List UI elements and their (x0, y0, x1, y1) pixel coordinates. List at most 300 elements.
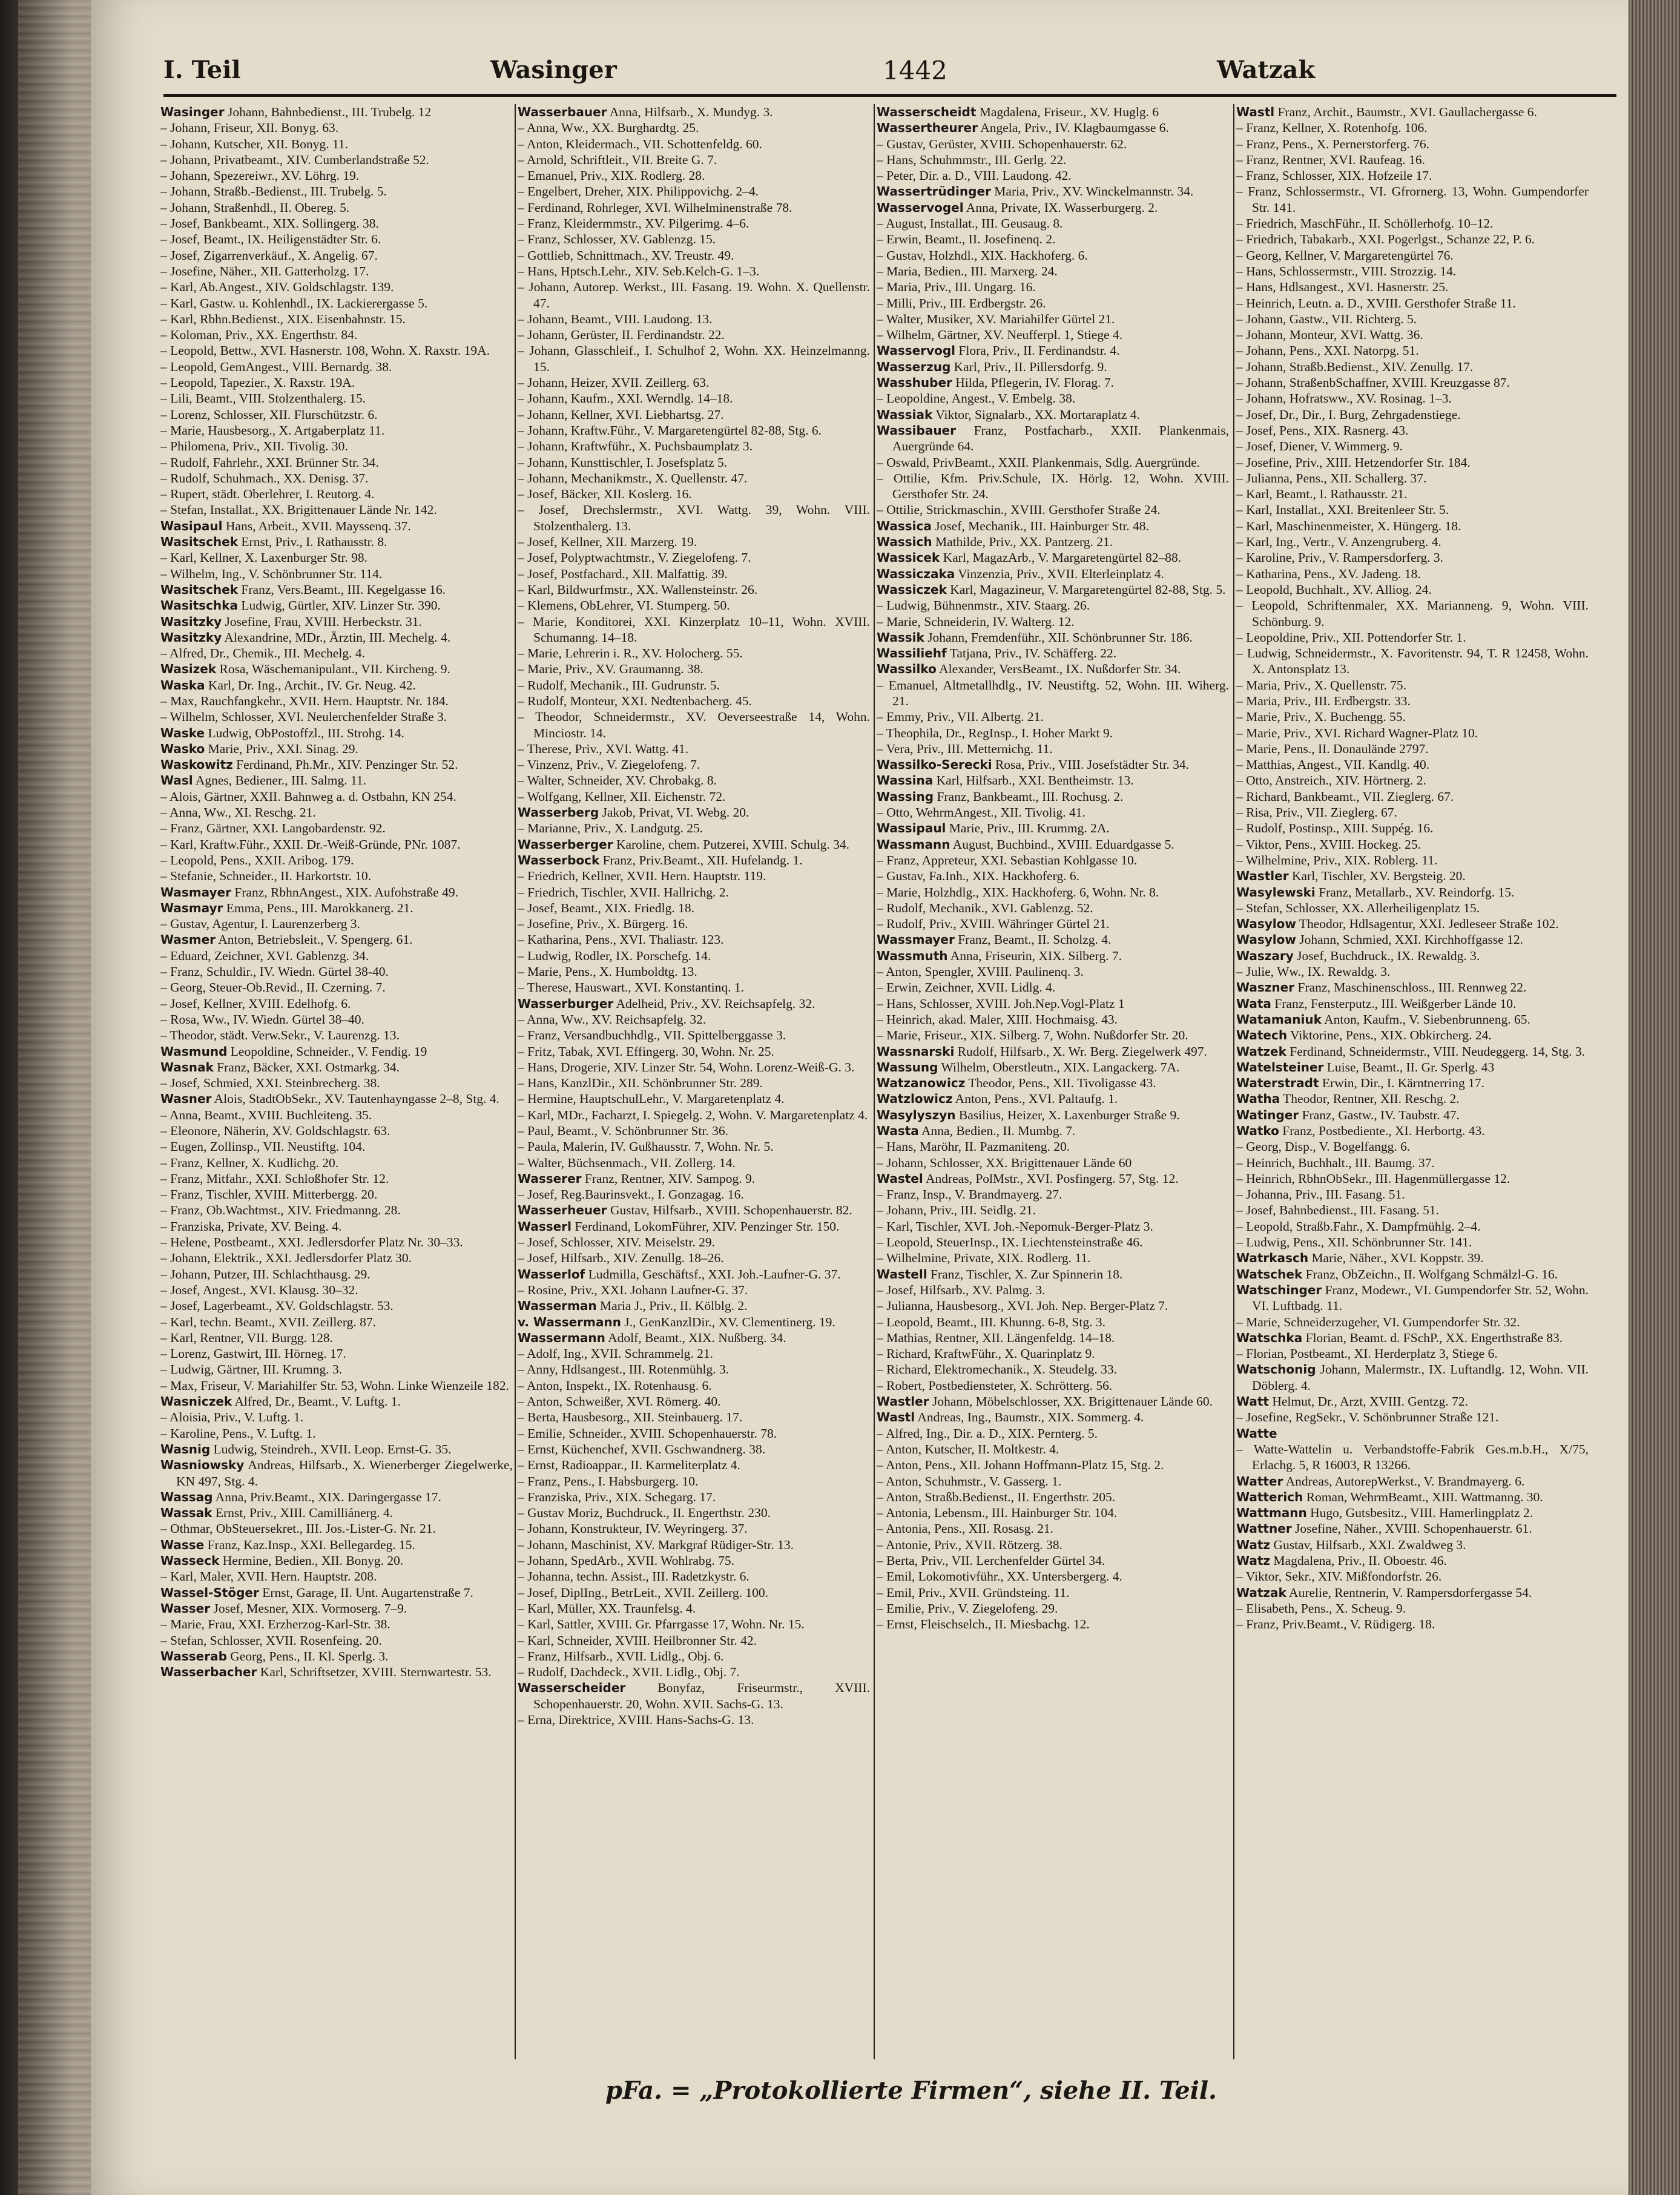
directory-entry (1236, 390, 1589, 406)
entry-details: – Gustav, Holzhdl., XIX. Hackhoferg. 6. (877, 248, 1088, 263)
entry-details: – Florian, Postbeamt., XI. Herderplatz 3, Stiege 6. (1236, 1346, 1498, 1361)
entry-details: – Ferdinand, Rohrleger, XVI. Wilhelminenstraße 78. (518, 200, 792, 215)
directory-entry (518, 1234, 870, 1250)
entry-details: – Johann, Maschinist, XV. Markgraf Rüdiger-Str. 13. (518, 1537, 794, 1552)
entry-details: – Wilhelm, Schlosser, XVI. Neulerchenfelder Straße 3. (160, 709, 447, 725)
directory-entry (160, 343, 513, 358)
directory-entry (518, 1489, 870, 1505)
directory-entry (160, 1394, 513, 1409)
directory-entry (877, 120, 1229, 136)
entry-details: – Marie, Priv., XV. Graumanng. 38. (518, 662, 703, 677)
entry-surname: Wasylyszyn (877, 1107, 956, 1122)
entry-details: Johann, Bahnbedienst., III. Trubelg. 12 (227, 105, 432, 119)
entry-details: – Theophila, Dr., RegInsp., I. Hoher Markt 9. (877, 725, 1113, 740)
directory-entry (877, 390, 1229, 406)
entry-details: – Josefine, RegSekr., V. Schönbrunner Straße 121. (1236, 1410, 1499, 1425)
directory-entry (518, 1139, 870, 1154)
directory-entry (1236, 582, 1589, 597)
directory-entry (1236, 757, 1589, 772)
entry-details: – Emilie, Schneider., XVIII. Schopenhauerstr. 78. (518, 1426, 777, 1441)
entry-details: – Helene, Postbeamt., XXI. Jedlersdorfer Platz Nr. 30–33. (160, 1235, 463, 1250)
entry-details: – Franz, Insp., V. Brandmayerg. 27. (877, 1187, 1062, 1202)
directory-entry (877, 1044, 1229, 1059)
entry-surname: Wassibauer (877, 423, 956, 438)
entry-details: – Gustav, Fa.Inh., XIX. Hackhoferg. 6. (877, 869, 1079, 884)
entry-details: Franz, Postbediente., XI. Herbortg. 43. (1282, 1124, 1485, 1138)
entry-details: – Johann, Beamt., VIII. Laudong. 13. (518, 311, 713, 326)
directory-entry (877, 1521, 1229, 1536)
entry-details: Erwin, Dir., I. Kärntnerring 17. (1322, 1076, 1485, 1091)
entry-details: – Eugen, Zollinsp., VII. Neustiftg. 104. (160, 1139, 366, 1154)
directory-entry (160, 948, 513, 964)
directory-entry (1236, 693, 1589, 709)
directory-entry (518, 1473, 870, 1489)
directory-entry (160, 1123, 513, 1139)
entry-surname: Watter (1236, 1473, 1283, 1489)
directory-entry (160, 1330, 513, 1346)
entry-details: – Hans, Hdlsangest., XVI. Hasnerstr. 25. (1236, 280, 1449, 295)
entry-details: – Julianna, Hausbesorg., XVI. Joh. Nep. Berger-Platz 7. (877, 1298, 1168, 1314)
directory-entry (1236, 1505, 1589, 1521)
directory-entry (518, 1664, 870, 1680)
entry-details: – Gustav, Gerüster, XVIII. Schopenhauerstr. 62. (877, 136, 1127, 151)
entry-details: – Ottilie, Kfm. Priv.Schule, IX. Hörlg. 12, Wohn. XVIII. Gersthofer Str. 24. (877, 470, 1229, 502)
directory-entry (877, 1234, 1229, 1250)
entry-surname: Wasserburger (518, 996, 614, 1011)
entry-details: – Peter, Dir. a. D., VIII. Laudong. 42. (877, 168, 1072, 183)
entry-details: – Josef, Bäcker, XII. Koslerg. 16. (518, 487, 692, 502)
entry-surname: Watrkasch (1236, 1251, 1309, 1266)
directory-entry (877, 916, 1229, 932)
directory-entry (1236, 1171, 1589, 1186)
entry-surname: Waske (160, 725, 205, 740)
entry-details: – Josef, Diener, V. Wimmerg. 9. (1236, 439, 1403, 454)
entry-details: – Paula, Malerin, IV. Gußhausstr. 7, Wohn. Nr. 5. (518, 1139, 774, 1154)
entry-details: Hugo, Gutsbesitz., VIII. Hamerlingplatz 2. (1310, 1506, 1533, 1521)
entry-details: Johann, Schmied, XXI. Kirchhoffgasse 12. (1299, 932, 1524, 947)
entry-details: J., GenKanzlDir., XV. Clementinerg. 19. (624, 1314, 835, 1329)
entry-surname: Waskowitz (160, 757, 233, 772)
entry-details: – Anton, Pens., XII. Johann Hoffmann-Platz 15, Stg. 2. (877, 1458, 1164, 1473)
directory-entry (877, 948, 1229, 964)
entry-surname: Watte (1236, 1426, 1277, 1441)
directory-entry (160, 1027, 513, 1043)
entry-details: Magdalena, Friseur., XV. Huglg. 6 (979, 105, 1159, 119)
directory-entry (1236, 932, 1589, 947)
directory-entry (518, 1219, 870, 1234)
directory-entry (160, 868, 513, 884)
entry-details: – Karl, Gastw. u. Kohlenhdl., IX. Lackierergasse 5. (160, 295, 428, 311)
entry-details: – Josef, Lagerbeamt., XV. Goldschlagstr. 53. (160, 1298, 394, 1314)
entry-details: Gustav, Hilfsarb., XVIII. Schopenhauerstr. 82. (610, 1203, 852, 1218)
directory-entry (518, 534, 870, 550)
directory-entry (1236, 645, 1589, 677)
directory-entry (1236, 1139, 1589, 1154)
entry-details: – Franz, Schlosser, XIX. Hofzeile 17. (1236, 168, 1432, 183)
entry-details: – Stefan, Schlosser, XX. Allerheiligenplatz 15. (1236, 900, 1480, 915)
directory-entry (1236, 311, 1589, 327)
directory-entry (518, 1202, 870, 1218)
entry-details: – Heinrich, akad. Maler, XIII. Hochmaisg. 43. (877, 1012, 1118, 1027)
entry-details: Franz, Beamt., II. Scholzg. 4. (958, 932, 1112, 947)
entry-details: – Josefine, Priv., XIII. Hetzendorfer Str. 184. (1236, 455, 1471, 470)
entry-details: – Ernst, Fleischselch., II. Miesbachg. 12. (877, 1617, 1090, 1632)
entry-details: – Ludwig, Bühnenmstr., XIV. Staarg. 26. (877, 598, 1090, 613)
directory-entry (1236, 1314, 1589, 1330)
directory-entry (877, 868, 1229, 884)
entry-details: – Franz, Mitfahr., XXI. Schloßhofer Str. 12. (160, 1171, 389, 1186)
directory-entry (1236, 1473, 1589, 1489)
directory-entry (877, 979, 1229, 995)
directory-entry (1236, 868, 1589, 884)
entry-details: – Milli, Priv., III. Erdbergstr. 26. (877, 295, 1046, 311)
running-header (163, 56, 1616, 98)
directory-entry (1236, 789, 1589, 805)
entry-details: – Karoline, Pens., V. Luftg. 1. (160, 1426, 316, 1441)
directory-entry (877, 1585, 1229, 1601)
directory-entry (877, 1123, 1229, 1139)
directory-entry (160, 518, 513, 534)
entry-details: – Josef, Reg.Baurinsvekt., I. Gonzagag. 16. (518, 1187, 744, 1202)
directory-entry (1236, 152, 1589, 168)
directory-entry (1236, 1075, 1589, 1091)
entry-details: – Engelbert, Dreher, XIX. Philippovichg. 2–4. (518, 184, 759, 199)
directory-entry (1236, 359, 1589, 375)
directory-entry (877, 1553, 1229, 1568)
entry-details: – Johann, StraßenbSchaffner, XVIII. Kreuzgasse 87. (1236, 375, 1510, 390)
entry-details: – Philomena, Priv., XII. Tivolig. 30. (160, 439, 348, 454)
directory-entry (877, 168, 1229, 183)
entry-details: Theodor, Rentner, XII. Reschg. 2. (1283, 1091, 1460, 1107)
entry-details: – Johanna, techn. Assist., III. Radetzkystr. 6. (518, 1569, 749, 1584)
entry-surname: Wasserman (518, 1298, 597, 1314)
entry-details: Anna, Private, IX. Wasserburgerg. 2. (966, 200, 1158, 215)
directory-entry (1236, 1266, 1589, 1282)
entry-surname: Watschek (1236, 1266, 1303, 1282)
entry-details: Alexandrine, MDr., Ärztin, III. Mechelg. 4. (224, 630, 451, 645)
entry-surname: Wasniczek (160, 1394, 232, 1409)
directory-entry (1236, 1601, 1589, 1616)
entry-details: Karl, Schriftsetzer, XVIII. Sternwartestr. 53. (260, 1665, 492, 1680)
directory-entry (877, 423, 1229, 455)
entry-surname: Wasserl (518, 1219, 572, 1234)
directory-entry (160, 550, 513, 565)
entry-details: – Klemens, ObLehrer, VI. Stumperg. 50. (518, 598, 730, 613)
directory-entry (518, 120, 870, 136)
entry-surname: Waszner (1236, 980, 1295, 995)
directory-entry (877, 327, 1229, 343)
entry-details: – Johann, Konstrukteur, IV. Weyringerg. 37. (518, 1521, 748, 1536)
entry-details: Franz, Bankbeamt., III. Rochusg. 2. (937, 789, 1124, 804)
entry-surname: Watt (1236, 1394, 1269, 1409)
entry-surname: Wasl (160, 773, 193, 788)
directory-entry (518, 1426, 870, 1441)
entry-details: Ludwig, ObPostoffzl., III. Strohg. 14. (208, 725, 404, 740)
entry-surname: Wasserzug (877, 359, 951, 374)
entry-details: – Katharina, Pens., XVI. Thaliastr. 123. (518, 932, 724, 947)
directory-entry (160, 1012, 513, 1027)
directory-entry (1236, 248, 1589, 263)
entry-details: Viktor, Signalarb., XX. Mortaraplatz 4. (935, 407, 1140, 422)
entry-details: – Friedrich, Tabakarb., XXI. Pogerlgst., Schanze 22, P. 6. (1236, 232, 1535, 247)
directory-entry (518, 1075, 870, 1091)
directory-entry (1236, 900, 1589, 916)
entry-details: – Josef, Bahnbedienst., III. Fasang. 51. (1236, 1203, 1439, 1218)
entry-surname: Wasner (160, 1091, 212, 1107)
directory-entry (160, 1457, 513, 1489)
entry-details: – Anton, Schweißer, XVI. Römerg. 40. (518, 1394, 721, 1409)
directory-entry (518, 757, 870, 772)
entry-surname: Watzlowicz (877, 1091, 953, 1107)
directory-entry (160, 964, 513, 979)
entry-details: – Erna, Direktrice, XVIII. Hans-Sachs-G. 13. (518, 1712, 754, 1727)
directory-entry (877, 996, 1229, 1012)
directory-entry (160, 1202, 513, 1218)
entry-surname: Watterich (1236, 1489, 1303, 1504)
entry-details: Wilhelm, Oberstleutn., XIX. Langackerg. 7A. (941, 1059, 1180, 1074)
directory-entry (160, 534, 513, 550)
entry-surname: Watzek (1236, 1044, 1286, 1059)
entry-details: – Karl, Maschinenmeister, X. Hüngerg. 18. (1236, 518, 1461, 533)
directory-entry (160, 1648, 513, 1664)
directory-entry (877, 311, 1229, 327)
directory-entry (1236, 470, 1589, 486)
directory-entry (160, 1059, 513, 1075)
entry-details: Karl, Tischler, XV. Bergsteig. 20. (1291, 869, 1466, 884)
entry-details: – Robert, Postbediensteter, X. Schrötterg. 56. (877, 1378, 1113, 1393)
entry-details: – Franz, Kleidermmstr., XV. Pilgerimg. 4–6. (518, 216, 749, 231)
directory-entry (1236, 820, 1589, 836)
entry-details: – Emanuel, Priv., XIX. Rodlerg. 28. (518, 168, 705, 183)
entry-details: – Johann, Straßenhdl., II. Obereg. 5. (160, 200, 350, 215)
directory-entry (1236, 1394, 1589, 1409)
directory-entry (160, 1250, 513, 1266)
entry-details: – Johann, Glasschleif., I. Schulhof 2, Wohn. XX. Heinzelmanng. 15. (518, 343, 870, 374)
directory-entry (160, 1505, 513, 1521)
directory-entry (877, 263, 1229, 279)
entry-surname: Watinger (1236, 1107, 1299, 1122)
entry-details: Karl, Hilfsarb., XXI. Bentheimstr. 13. (936, 773, 1134, 788)
directory-entry (877, 502, 1229, 518)
directory-entry (518, 502, 870, 534)
directory-entry (518, 852, 870, 868)
directory-entry (160, 1044, 513, 1059)
entry-details: Gustav, Hilfsarb., XXI. Zwaldweg 3. (1273, 1537, 1466, 1552)
entry-surname: Wasta (877, 1124, 919, 1138)
directory-entry (1236, 343, 1589, 358)
directory-entry (877, 1616, 1229, 1632)
entry-surname: Wassiak (877, 407, 933, 422)
directory-entry (160, 852, 513, 868)
entry-details: – Julianna, Pens., XII. Schallerg. 37. (1236, 470, 1427, 485)
entry-details: – Ottilie, Strickmaschin., XVIII. Gersthofer Straße 24. (877, 502, 1161, 518)
entry-details: – Johann, Kellner, XVI. Liebhartsg. 27. (518, 407, 724, 422)
entry-details: Ferdinand, Schneidermstr., VIII. Neudeggerg. 14, Stg. 3. (1290, 1044, 1585, 1059)
directory-entry (160, 1282, 513, 1298)
entry-surname: Wassipaul (877, 821, 946, 836)
entry-surname: Wasserab (160, 1648, 227, 1664)
entry-details: – Antonie, Priv., XVII. Rötzerg. 38. (877, 1537, 1062, 1552)
entry-details: Anton, Pens., XVI. Paltaufg. 1. (955, 1091, 1118, 1107)
entry-details: Flora, Priv., II. Ferdinandstr. 4. (958, 343, 1120, 358)
directory-entry (1236, 916, 1589, 932)
directory-entry (1236, 1616, 1589, 1632)
directory-entry (877, 1107, 1229, 1123)
entry-details: – Franz, Schlosser, XV. Gablenzg. 15. (518, 232, 716, 247)
entry-details: – Johanna, Priv., III. Fasang. 51. (1236, 1187, 1405, 1202)
entry-surname: Wasitschka (160, 598, 238, 613)
entry-details: – Marie, Friseur., XIX. Silberg. 7, Wohn. Nußdorfer Str. 20. (877, 1028, 1188, 1043)
entry-surname: Wasservogl (877, 343, 956, 358)
entry-details: – Leopoldine, Angest., V. Embelg. 38. (877, 391, 1076, 406)
entry-details: – Katharina, Pens., XV. Jadeng. 18. (1236, 566, 1421, 581)
entry-details: – Johann, SpedArb., XVII. Wohlrabg. 75. (518, 1553, 734, 1568)
entry-details: Andreas, PolMstr., XVI. Posfingerg. 57, Stg. 12. (925, 1171, 1179, 1186)
directory-entry (160, 1601, 513, 1616)
directory-entry (518, 1171, 870, 1186)
entry-surname: Wasserberg (518, 805, 599, 820)
entry-details: – Johann, Hofratsww., XV. Rosinag. 1–3. (1236, 391, 1452, 406)
directory-entry (518, 423, 870, 438)
entry-details: – Franz, Ob.Wachtmst., XIV. Friedmanng. 28. (160, 1203, 401, 1218)
directory-entry (160, 327, 513, 343)
directory-entry (160, 979, 513, 995)
directory-column-4 (1236, 104, 1589, 2065)
entry-surname: Wassica (877, 518, 932, 533)
entry-details: – Hans, Drogerie, XIV. Linzer Str. 54, Wohn. Lorenz-Weiß-G. 3. (518, 1059, 855, 1074)
entry-details: – Berta, Hausbesorg., XII. Steinbauerg. 17. (518, 1410, 743, 1425)
directory-entry (160, 837, 513, 852)
entry-surname: Wassmuth (877, 948, 948, 963)
column-divider (1233, 104, 1234, 2059)
entry-details: Marie, Näher., XVI. Koppstr. 39. (1311, 1251, 1484, 1266)
directory-entry (877, 1075, 1229, 1091)
entry-surname: Wassik (877, 630, 924, 645)
directory-entry (518, 1012, 870, 1027)
directory-entry (1236, 1568, 1589, 1584)
entry-surname: Wasmayer (160, 884, 231, 900)
entry-details: – Eleonore, Näherin, XV. Goldschlagstr. 63. (160, 1124, 390, 1138)
directory-entry (1236, 1234, 1589, 1250)
directory-entry (518, 216, 870, 231)
directory-entry (518, 820, 870, 836)
entry-details: – Johann, Kunsttischler, I. Josefsplatz 5. (518, 455, 728, 470)
directory-entry (1236, 1521, 1589, 1536)
directory-entry (160, 1489, 513, 1505)
entry-surname: Wassmann (877, 837, 950, 852)
entry-details: Karoline, chem. Putzerei, XVIII. Schulg. 34. (616, 837, 850, 852)
entry-details: Rosa, Wäschemanipulant., VII. Kircheng. 9. (219, 662, 450, 677)
entry-details: – Walter, Büchsenmach., VII. Zollerg. 14. (518, 1155, 736, 1170)
directory-entry (518, 1521, 870, 1536)
directory-entry (518, 645, 870, 661)
directory-entry (1236, 1409, 1589, 1425)
entry-details: – Josef, Zigarrenverkäuf., X. Angelig. 67. (160, 248, 378, 263)
entry-details: – Oswald, PrivBeamt., XXII. Plankenmais, Sdlg. Auergründe. (877, 455, 1201, 470)
entry-surname: Wasserbauer (518, 105, 607, 119)
entry-details: – Johann, Heizer, XVII. Zeillerg. 63. (518, 375, 710, 390)
directory-entry (877, 1282, 1229, 1298)
entry-details: – Hans, Schlossermstr., VIII. Strozzig. 14. (1236, 263, 1457, 278)
entry-details: Tatjana, Priv., IV. Schäfferg. 22. (949, 646, 1117, 661)
directory-column-3 (877, 104, 1229, 2065)
directory-entry (877, 757, 1229, 772)
directory-entry (1236, 1012, 1589, 1027)
directory-entry (518, 248, 870, 263)
entry-details: – Josef, Angest., XVI. Klausg. 30–32. (160, 1282, 358, 1297)
entry-details: – Johann, Elektrik., XXI. Jedlersdorfer Platz 30. (160, 1251, 412, 1266)
directory-entry (877, 1601, 1229, 1616)
entry-details: – Rudolf, Postinsp., XIII. Suppég. 16. (1236, 821, 1434, 836)
directory-entry (160, 390, 513, 406)
entry-details: – Richard, KraftwFühr., X. Quarinplatz 9. (877, 1346, 1095, 1361)
entry-details: – Max, Rauchfangkehr., XVII. Hern. Hauptstr. Nr. 184. (160, 693, 449, 708)
directory-entry (877, 1266, 1229, 1282)
directory-entry (518, 1361, 870, 1377)
entry-details: Franz, Postfacharb., XXII. Plankenmais, Auergründe 64. (892, 423, 1229, 454)
directory-entry (518, 1633, 870, 1648)
entry-details: – Berta, Priv., VII. Lerchenfelder Gürtel 34. (877, 1553, 1105, 1568)
directory-entry (518, 805, 870, 820)
entry-details: Andreas, Hilfsarb., X. Wienerberger Ziegelwerke, KN 497, Stg. 4. (176, 1458, 513, 1489)
directory-entry (518, 1680, 870, 1712)
entry-details: – Johann, Monteur, XVI. Wattg. 36. (1236, 327, 1423, 343)
directory-entry (1236, 1123, 1589, 1139)
directory-entry (160, 630, 513, 645)
directory-entry (1236, 996, 1589, 1012)
directory-entry (160, 1568, 513, 1584)
directory-entry (518, 1298, 870, 1314)
entry-details: – Karl, Installat., XXI. Breitenleer Str. 5. (1236, 502, 1449, 518)
footer-note: pFa. = „Protokollierte Firmen“, siehe II. Teil. (605, 2076, 1217, 2105)
entry-details: – Marie, Frau, XXI. Erzherzog-Karl-Str. 38. (160, 1617, 390, 1632)
directory-entry (1236, 104, 1589, 120)
directory-entry (1236, 423, 1589, 438)
directory-entry (1236, 1186, 1589, 1202)
entry-details: – Anton, Inspekt., IX. Rotenhausg. 6. (518, 1378, 712, 1393)
directory-entry (518, 1059, 870, 1075)
entry-details: – Gustav Moriz, Buchdruck., II. Engerthstr. 230. (518, 1506, 771, 1521)
entry-surname: Wassilko (877, 662, 937, 677)
entry-details: – Leopold, Buchhalt., XV. Alliog. 24. (1236, 582, 1432, 597)
entry-surname: Wasnak (160, 1059, 214, 1074)
directory-entry (518, 375, 870, 390)
entry-surname: Wasseck (160, 1553, 220, 1568)
catchword-first: Wasinger (490, 56, 617, 84)
directory-entry (160, 741, 513, 757)
entry-details: – Gottlieb, Schnittmach., XV. Treustr. 49. (518, 248, 734, 263)
directory-entry (518, 964, 870, 979)
entry-details: – Matthias, Angest., VII. Kandlg. 40. (1236, 757, 1430, 772)
entry-surname: Wasizek (160, 662, 217, 677)
entry-details: – Johann, Spezereiwr., XV. Löhrg. 19. (160, 168, 360, 183)
entry-details: – Otto, WehrmAngest., XII. Tivolig. 41. (877, 805, 1085, 820)
entry-surname: Wassiczek (877, 582, 947, 597)
directory-entry (518, 1568, 870, 1584)
directory-entry (518, 677, 870, 693)
directory-entry (518, 1505, 870, 1521)
directory-entry (877, 1091, 1229, 1107)
entry-details: – Walter, Musiker, XV. Mariahilfer Gürtel 21. (877, 311, 1115, 326)
directory-entry (1236, 1537, 1589, 1553)
entry-details: – Josef, Beamt., XIX. Friedlg. 18. (518, 900, 695, 915)
directory-entry (1236, 677, 1589, 693)
entry-surname: Wasserberger (518, 837, 613, 852)
entry-details: Franz, Tischler, X. Zur Spinnerin 18. (930, 1266, 1123, 1282)
directory-entry (877, 964, 1229, 979)
entry-surname: Watha (1236, 1091, 1280, 1107)
entry-details: – Marie, Pens., II. Donaulände 2797. (1236, 741, 1429, 756)
